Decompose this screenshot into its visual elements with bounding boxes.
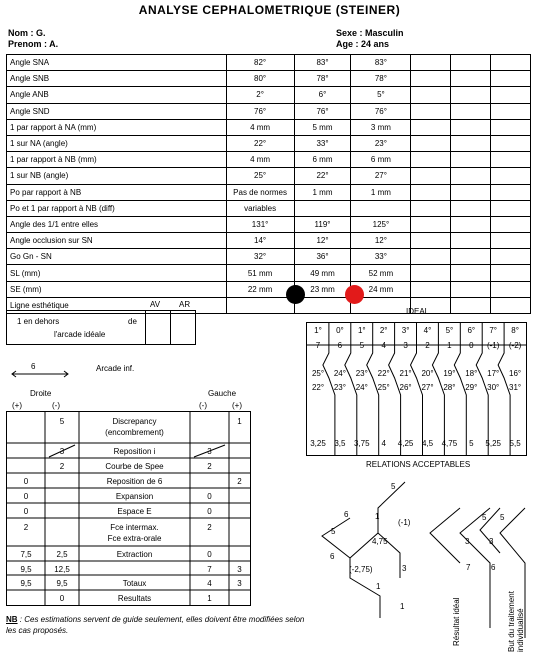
empty-cell <box>491 87 531 103</box>
nom-label: Nom : G. <box>8 28 46 38</box>
ideal-value: 4 <box>381 439 386 448</box>
empty-cell <box>491 71 531 87</box>
ideal-value: 3 <box>403 341 408 350</box>
measurement-row <box>7 55 531 71</box>
norm-value: 22 mm <box>226 281 294 297</box>
disc-d: 1 <box>237 417 242 426</box>
value-2: 27° <box>351 168 411 184</box>
norm-value: 32° <box>226 249 294 265</box>
ideal-value: 24° <box>355 383 368 392</box>
empty-cell <box>411 135 451 151</box>
empty-cell <box>451 71 491 87</box>
avar-line1: 1 en dehors <box>17 317 60 326</box>
discrepancy-table <box>6 411 251 606</box>
disc-b: 12,5 <box>54 565 70 574</box>
value-2: 6 mm <box>351 152 411 168</box>
empty-cell <box>491 119 531 135</box>
ideal-value: 5 <box>469 439 474 448</box>
ideal-value: 3,5 <box>334 439 346 448</box>
norm-value: 14° <box>226 233 294 249</box>
ideal-value: 3° <box>401 326 410 335</box>
disc-label: Totaux <box>122 579 147 588</box>
ideal-value: 23° <box>355 369 368 378</box>
ideal-value: 3,75 <box>354 439 370 448</box>
diag-6: 6 <box>344 510 349 519</box>
measurement-label: Angle occlusion sur SN <box>7 233 227 249</box>
disc-a: 0 <box>23 492 29 501</box>
empty-cell <box>411 249 451 265</box>
value-2: 83° <box>351 55 411 71</box>
norm-value: 25° <box>226 168 294 184</box>
measurement-row <box>7 249 531 265</box>
ideal-value: 17° <box>487 369 500 378</box>
sexe-label: Sexe : Masculin <box>336 28 404 38</box>
ideal-value: 2° <box>379 326 388 335</box>
diag-3c: 3 <box>489 537 494 546</box>
ideal-value: 1° <box>357 326 366 335</box>
empty-cell <box>491 135 531 151</box>
norm-value: 131° <box>226 216 294 232</box>
avar-box <box>6 310 196 345</box>
measurement-label: Po et 1 par rapport à NB (diff) <box>7 200 227 216</box>
prenom-label: Prenom : A. <box>8 39 59 49</box>
value-1: 78° <box>294 71 351 87</box>
measurement-label: Angle des 1/1 entre elles <box>7 216 227 232</box>
av-label: AV <box>150 300 161 309</box>
measurement-row <box>7 265 531 281</box>
disc-label: Courbe de Spee <box>105 462 164 471</box>
norm-value: 80° <box>226 71 294 87</box>
ideal-value: 8° <box>511 326 519 335</box>
measurement-label: Go Gn - SN <box>7 249 227 265</box>
value-2: 33° <box>351 249 411 265</box>
disc-d: 3 <box>237 565 242 574</box>
ideal-value: 25° <box>311 369 325 378</box>
gauche-minus: (-) <box>199 401 207 410</box>
measurement-row <box>7 168 531 184</box>
measurement-label: 1 sur NA (angle) <box>7 135 227 151</box>
value-1: 49 mm <box>294 265 351 281</box>
disc-label: Reposition i <box>113 447 156 456</box>
diag-5b: 5 <box>331 527 336 536</box>
diag-475: 4,75 <box>372 537 388 546</box>
disc-b: 2,5 <box>56 550 68 559</box>
empty-cell <box>451 87 491 103</box>
empty-cell <box>411 281 451 297</box>
disc-c: 7 <box>207 565 212 574</box>
arcade-label: Arcade inf. <box>96 364 135 373</box>
measurement-row <box>7 119 531 135</box>
relations-label: RELATIONS ACCEPTABLES <box>366 460 471 469</box>
diag-3b: 3 <box>465 537 470 546</box>
measurement-label: 1 par rapport à NA (mm) <box>7 119 227 135</box>
empty-cell <box>451 103 491 119</box>
diag-275: (-2,75) <box>349 565 373 574</box>
empty-cell <box>411 200 451 216</box>
empty-cell <box>491 249 531 265</box>
disc-c: 4 <box>207 579 212 588</box>
disc-a: 2 <box>23 523 29 532</box>
empty-cell <box>411 103 451 119</box>
disc-a: 9,5 <box>20 565 32 574</box>
ideal-value: 20° <box>421 369 434 378</box>
value-2: 12° <box>351 233 411 249</box>
norm-value: 51 mm <box>226 265 294 281</box>
empty-cell <box>491 55 531 71</box>
measurement-row <box>7 152 531 168</box>
relations-diagram <box>310 478 539 658</box>
empty-cell <box>451 168 491 184</box>
ideal-value: 23° <box>333 383 346 392</box>
footnote <box>6 614 306 636</box>
ideal-value: 4,75 <box>441 439 458 448</box>
value-1: 12° <box>294 233 351 249</box>
measurement-label: Po par rapport à NB <box>7 184 227 200</box>
ideal-value: 7 <box>315 341 321 350</box>
norm-value: 4 mm <box>226 119 294 135</box>
empty-cell <box>411 265 451 281</box>
disc-b: 5 <box>59 417 65 426</box>
measurement-row <box>7 233 531 249</box>
ideal-value: 16° <box>509 369 522 378</box>
ideal-value: 6° <box>467 326 476 335</box>
measurement-label: Angle SND <box>7 103 227 119</box>
ideal-value: (-1) <box>486 341 500 350</box>
empty-cell <box>451 297 491 313</box>
value-1: 6 mm <box>294 152 351 168</box>
measurement-label: Angle SNA <box>7 55 227 71</box>
value-1: 33° <box>294 135 351 151</box>
ideal-value: 19° <box>443 369 456 378</box>
measurement-row <box>7 184 531 200</box>
value-2: 76° <box>351 103 411 119</box>
empty-cell <box>451 119 491 135</box>
disc-c: 2 <box>207 462 212 471</box>
norm-value: 82° <box>226 55 294 71</box>
empty-cell <box>491 297 531 313</box>
droite-plus: (+) <box>12 401 22 410</box>
disc-c: 0 <box>207 550 212 559</box>
empty-cell <box>411 184 451 200</box>
empty-cell <box>411 55 451 71</box>
ideal-value: 3,25 <box>310 439 326 448</box>
disc-b: 0 <box>59 594 65 603</box>
empty-cell <box>491 265 531 281</box>
ideal-value: 28° <box>443 383 456 392</box>
diag-6c: 6 <box>491 563 496 572</box>
measurement-label: Angle SNB <box>7 71 227 87</box>
disc-c: 3 <box>207 447 212 456</box>
avar-line2: l'arcade idéale <box>54 330 106 339</box>
diag-3a: 3 <box>402 564 407 573</box>
disc-b: 3 <box>59 447 65 456</box>
droite-minus: (-) <box>52 401 60 410</box>
ideal-value: 26° <box>399 383 412 392</box>
norm-value: Pas de normes <box>226 184 294 200</box>
measurement-row <box>7 281 531 297</box>
measurement-label: SL (mm) <box>7 265 227 281</box>
value-2 <box>351 200 411 216</box>
disc-label: Discrepancy (encombrement) <box>105 417 164 437</box>
measurement-row <box>7 135 531 151</box>
empty-cell <box>411 233 451 249</box>
empty-cell <box>491 281 531 297</box>
diag-7: 7 <box>466 563 471 572</box>
diag-1c: 1 <box>400 602 405 611</box>
red-dot <box>345 285 364 304</box>
disc-c: 0 <box>207 492 212 501</box>
diag-5a: 5 <box>391 482 396 491</box>
disc-c: 1 <box>207 594 212 603</box>
ideal-value: 24° <box>333 369 346 378</box>
measurements-table <box>6 54 531 314</box>
ideal-value: 4 <box>381 341 386 350</box>
disc-label: Extraction <box>116 550 153 559</box>
gauche-plus: (+) <box>232 401 242 410</box>
ideal-value: 4,25 <box>397 439 414 448</box>
ideal-value: 22° <box>311 383 325 392</box>
measurement-label: Ligne esthétique <box>7 297 227 313</box>
disc-b: 9,5 <box>56 579 68 588</box>
empty-cell <box>491 233 531 249</box>
disc-b: 2 <box>59 462 65 471</box>
norm-value: 22° <box>226 135 294 151</box>
ideal-value: 7° <box>489 326 498 335</box>
measurement-row <box>7 103 531 119</box>
diag-neg1: (-1) <box>398 518 411 527</box>
empty-cell <box>491 200 531 216</box>
empty-cell <box>491 103 531 119</box>
empty-cell <box>451 152 491 168</box>
ideal-value: 5 <box>359 341 365 350</box>
ideal-value: 5,5 <box>509 439 521 448</box>
empty-cell <box>451 55 491 71</box>
value-1: 6° <box>294 87 351 103</box>
ideal-value: 4° <box>423 326 432 335</box>
resultat-ideal-label: Résultat idéal <box>452 597 461 646</box>
value-1: 36° <box>294 249 351 265</box>
measurement-row <box>7 87 531 103</box>
ideal-value: 29° <box>465 383 478 392</box>
disc-label: Resultats <box>117 594 152 603</box>
empty-cell <box>491 168 531 184</box>
value-2: 78° <box>351 71 411 87</box>
empty-cell <box>491 152 531 168</box>
ideal-value: 2 <box>425 341 430 350</box>
ideal-value: 0 <box>469 341 474 350</box>
value-2: 125° <box>351 216 411 232</box>
disc-label: Espace E <box>117 507 152 516</box>
value-2: 5° <box>351 87 411 103</box>
arcade-value: 6 <box>31 362 36 371</box>
ideal-value: 30° <box>487 383 500 392</box>
measurement-row <box>7 71 531 87</box>
value-1: 119° <box>294 216 351 232</box>
disc-c: 2 <box>207 523 212 532</box>
disc-a: 0 <box>23 477 29 486</box>
empty-cell <box>411 152 451 168</box>
empty-cell <box>451 200 491 216</box>
disc-a: 7,5 <box>20 550 32 559</box>
disc-a: 9,5 <box>20 579 32 588</box>
value-2: 23° <box>351 135 411 151</box>
disc-a: 0 <box>23 507 29 516</box>
ideal-value: 5° <box>445 326 454 335</box>
norm-value: 2° <box>226 87 294 103</box>
disc-label: Fce intermax. Fce extra-orale <box>107 523 162 543</box>
ideal-value: 31° <box>509 383 522 392</box>
measurement-row <box>7 216 531 232</box>
disc-c: 0 <box>207 507 212 516</box>
diag-5d: 5 <box>500 513 505 522</box>
empty-cell <box>451 265 491 281</box>
ideal-value: 1 <box>447 341 452 350</box>
value-1 <box>294 200 351 216</box>
ideal-grid <box>306 322 527 456</box>
value-2: 3 mm <box>351 119 411 135</box>
diag-1a: 1 <box>375 512 380 521</box>
empty-cell <box>411 168 451 184</box>
empty-cell <box>491 184 531 200</box>
value-1: 23 mm <box>294 281 351 297</box>
age-label: Age : 24 ans <box>336 39 390 49</box>
diag-5c: 5 <box>482 513 487 522</box>
ideal-value: 1° <box>314 326 322 335</box>
ideal-value: 0° <box>336 326 344 335</box>
diag-6b: 6 <box>330 552 335 561</box>
value-1: 5 mm <box>294 119 351 135</box>
norm-value: variables <box>226 200 294 216</box>
disc-label: Expansion <box>115 492 154 501</box>
ideal-value: 4,5 <box>421 439 434 448</box>
value-1: 22° <box>294 168 351 184</box>
ideal-value: 18° <box>465 369 478 378</box>
black-dot <box>286 285 305 304</box>
norm-value <box>226 297 294 313</box>
value-1: 1 mm <box>294 184 351 200</box>
gauche-label: Gauche <box>208 389 237 398</box>
disc-d: 2 <box>237 477 242 486</box>
disc-d: 3 <box>237 579 242 588</box>
value-2: 52 mm <box>351 265 411 281</box>
measurement-label: Angle ANB <box>7 87 227 103</box>
ideal-value: 25° <box>377 383 390 392</box>
droite-label: Droite <box>30 389 52 398</box>
note-nb: NB <box>6 615 18 624</box>
measurement-label: SE (mm) <box>7 281 227 297</box>
norm-value: 4 mm <box>226 152 294 168</box>
value-2: 24 mm <box>351 281 411 297</box>
measurement-label: 1 sur NB (angle) <box>7 168 227 184</box>
ar-label: AR <box>179 300 191 309</box>
note-text: : Ces estimations servent de guide seulement, elles doivent être modifiées selon les cas proposés. <box>6 615 305 635</box>
empty-cell <box>451 184 491 200</box>
value-2: 1 mm <box>351 184 411 200</box>
measurement-label: 1 par rapport à NB (mm) <box>7 152 227 168</box>
empty-cell <box>451 135 491 151</box>
empty-cell <box>491 216 531 232</box>
value-1: 76° <box>294 103 351 119</box>
empty-cell <box>411 87 451 103</box>
ideal-value: 27° <box>421 383 434 392</box>
value-1: 83° <box>294 55 351 71</box>
arcade-arrow <box>10 369 70 379</box>
empty-cell <box>411 71 451 87</box>
ideal-title: IDEAL <box>406 307 430 316</box>
empty-cell <box>451 281 491 297</box>
disc-label: Reposition de 6 <box>106 477 163 486</box>
empty-cell <box>451 249 491 265</box>
measurement-row <box>7 200 531 216</box>
empty-cell <box>451 216 491 232</box>
ideal-value: (-2) <box>508 341 522 350</box>
ideal-value: 6 <box>337 341 343 350</box>
norm-value: 76° <box>226 103 294 119</box>
page-title: ANALYSE CEPHALOMETRIQUE (STEINER) <box>138 3 401 17</box>
diag-1b: 1 <box>376 582 381 591</box>
empty-cell <box>411 216 451 232</box>
avar-line1b: de <box>128 317 137 326</box>
ideal-value: 22° <box>377 369 390 378</box>
but-traitement-label: But du traitement individualisé <box>507 591 525 652</box>
empty-cell <box>411 119 451 135</box>
ideal-value: 21° <box>399 369 412 378</box>
empty-cell <box>451 233 491 249</box>
ideal-value: 5,25 <box>485 439 501 448</box>
